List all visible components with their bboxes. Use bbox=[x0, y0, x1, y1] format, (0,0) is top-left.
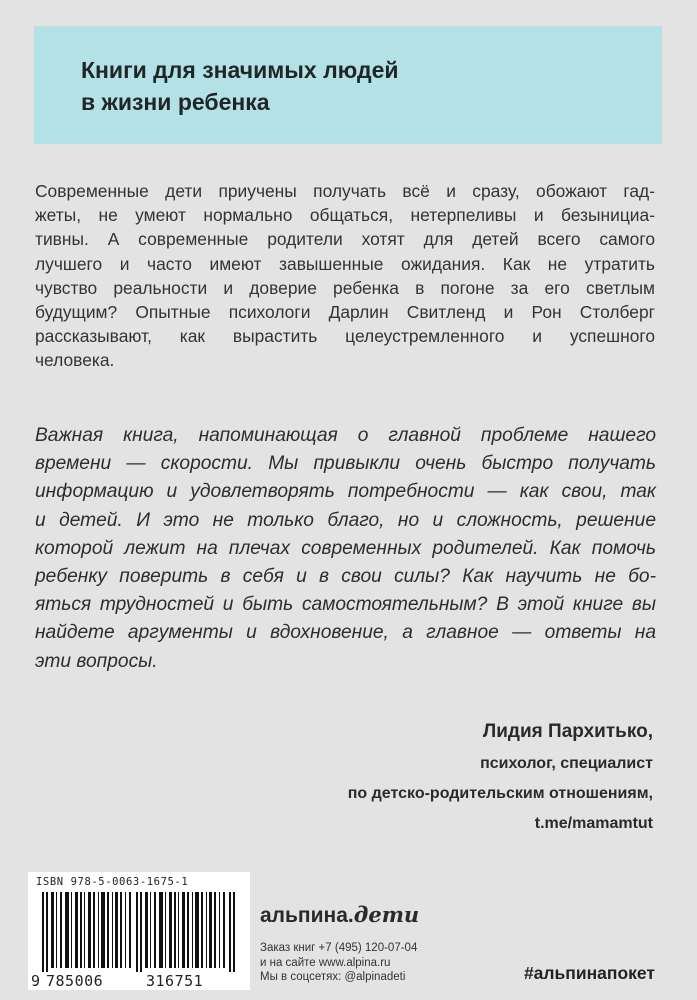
banner-title-line-2: в жизни ребенка bbox=[81, 89, 270, 115]
description-line: Современные дети приучены получать всё и сразу, обожают гад- bbox=[35, 181, 655, 201]
quote-line: Важная книга, напоминающая о главной проблеме нашего bbox=[35, 425, 656, 446]
description-line: человека. bbox=[35, 350, 115, 371]
banner-title-line-1: Книги для значимых людей bbox=[81, 57, 399, 83]
quote-line: эти вопросы. bbox=[35, 650, 158, 672]
quote-line: ребенку поверить в себя и в свои силы? Как научить не бо- bbox=[35, 566, 656, 588]
publisher-name: альпина. bbox=[260, 904, 354, 927]
quote-line: которой лежит на плечах современных родителей. Как помочь bbox=[35, 537, 656, 559]
description-line: будущим? Опытные психологи Дарлин Свитленд и Рон Столберг bbox=[35, 302, 655, 323]
barcode-digit-group: 785006 bbox=[46, 972, 104, 990]
quote-line: и детей. И это не только благо, но и сложность, решение bbox=[35, 509, 656, 531]
description-line: лучшего и часто имеют завышенные ожидания. Как не утратить bbox=[35, 253, 655, 274]
barcode-digit-first: 9 bbox=[31, 972, 41, 990]
reviewer-channel-link[interactable]: t.me/mamamtut bbox=[534, 815, 653, 832]
title-banner bbox=[34, 26, 662, 144]
description-line: рассказывают, как вырастить целеустремленного и успешного bbox=[35, 326, 655, 347]
description-line: чувство реальности и доверие ребенка в погоне за его светлым bbox=[35, 277, 655, 298]
quote-line: информацию и удовлетворять потребности — как свои, так bbox=[35, 481, 656, 503]
quote-line: яться трудностей и быть самостоятельным? В этой книге вы bbox=[35, 594, 656, 616]
publisher-logo bbox=[260, 902, 419, 928]
website-line[interactable]: и на сайте www.alpina.ru bbox=[260, 956, 391, 969]
description-line: жеты, не умеют нормально общаться, нетерпеливы и безынициа- bbox=[35, 205, 655, 226]
series-hashtag: #альпинапокет bbox=[523, 963, 655, 983]
barcode-bars bbox=[42, 892, 242, 972]
review-quote bbox=[35, 422, 656, 676]
barcode-digit-group: 316751 bbox=[146, 972, 204, 990]
order-phone: Заказ книг +7 (495) 120-07-04 bbox=[260, 942, 418, 954]
reviewer-name: Лидия Пархитько, bbox=[482, 721, 653, 742]
quote-line: найдете аргументы и вдохновение, а главное — ответы на bbox=[35, 622, 656, 644]
reviewer-specialty: по детско-родительским отношениям, bbox=[347, 785, 653, 802]
publisher-imprint: дети bbox=[353, 902, 420, 927]
social-line[interactable]: Мы в соцсетях: @alpinadeti bbox=[260, 971, 406, 983]
reviewer-signature bbox=[233, 720, 653, 836]
quote-line: времени — скорости. Мы привыкли очень быстро получать bbox=[35, 453, 656, 475]
description-line: тивны. А современные родители хотят для детей всего самого bbox=[35, 229, 655, 250]
publisher-contacts bbox=[260, 941, 417, 985]
book-description bbox=[35, 179, 655, 373]
reviewer-role: психолог, специалист bbox=[480, 755, 653, 772]
isbn-label: ISBN 978-5-0063-1675-1 bbox=[36, 876, 189, 888]
